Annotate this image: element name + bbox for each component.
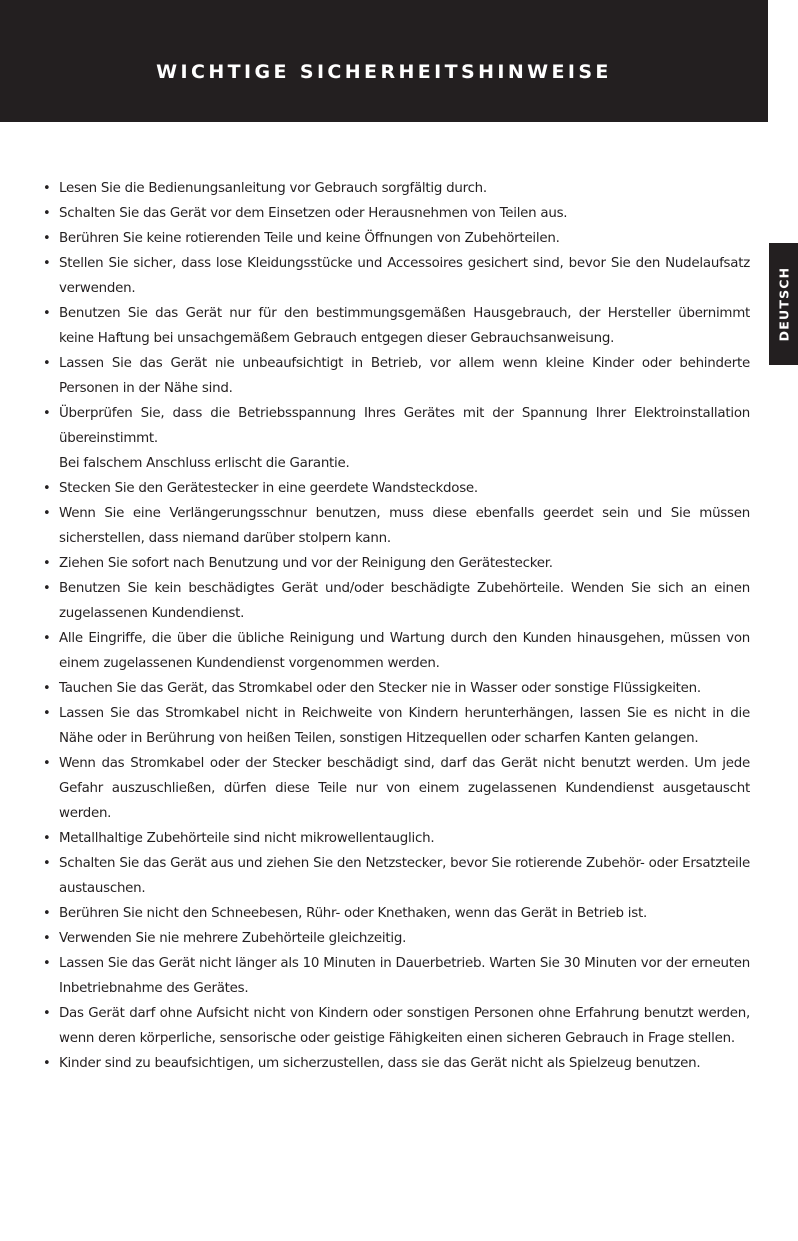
list-item-text: Ziehen Sie sofort nach Benutzung und vor der Reinigung den Gerätestecker. bbox=[59, 556, 553, 571]
list-item-note: Bei falschem Anschluss erlischt die Garantie. bbox=[59, 456, 350, 471]
list-item-text: Schalten Sie das Gerät vor dem Einsetzen oder Herausnehmen von Teilen aus. bbox=[59, 206, 568, 221]
list-item bbox=[41, 926, 750, 951]
list-item bbox=[41, 826, 750, 851]
bullet-icon: • bbox=[43, 631, 51, 646]
list-item-text: Benutzen Sie kein beschädigtes Gerät und/oder beschädigte Zubehörteile. Wenden Sie sich an einen zugelassenen Kundendienst. bbox=[59, 581, 750, 621]
list-item-text: Kinder sind zu beaufsichtigen, um sicherzustellen, dass sie das Gerät nicht als Spielzeug benutzen. bbox=[59, 1056, 701, 1071]
list-item-text: Stellen Sie sicher, dass lose Kleidungsstücke und Accessoires gesichert sind, bevor Sie den Nudelaufsatz verwenden. bbox=[59, 256, 750, 296]
bullet-icon: • bbox=[43, 506, 51, 521]
list-item bbox=[41, 251, 750, 301]
bullet-icon: • bbox=[43, 956, 51, 971]
bullet-icon: • bbox=[43, 1056, 51, 1071]
language-tab bbox=[769, 243, 798, 365]
list-item-text: Metallhaltige Zubehörteile sind nicht mikrowellentauglich. bbox=[59, 831, 435, 846]
list-item bbox=[41, 701, 750, 751]
list-item-text: Schalten Sie das Gerät aus und ziehen Sie den Netzstecker, bevor Sie rotierende Zubehör- oder Ersatzteile austauschen. bbox=[59, 856, 750, 896]
page-title: WICHTIGE SICHERHEITSHINWEISE bbox=[156, 61, 612, 83]
list-item-text: Lassen Sie das Gerät nie unbeaufsichtigt in Betrieb, vor allem wenn kleine Kinder oder behinderte Personen in der Nähe sind. bbox=[59, 356, 750, 396]
bullet-icon: • bbox=[43, 1006, 51, 1021]
list-item-text: Berühren Sie nicht den Schneebesen, Rühr- oder Knethaken, wenn das Gerät in Betrieb ist. bbox=[59, 906, 647, 921]
bullet-icon: • bbox=[43, 231, 51, 246]
list-item bbox=[41, 851, 750, 901]
bullet-icon: • bbox=[43, 181, 51, 196]
list-item-text: Alle Eingriffe, die über die übliche Reinigung und Wartung durch den Kunden hinausgehen, müssen von einem zugelassenen Kundendienst vorgenommen werden. bbox=[59, 631, 750, 671]
list-item-text: Wenn Sie eine Verlängerungsschnur benutzen, muss diese ebenfalls geerdet sein und Sie müssen sicherstellen, dass niemand darüber stolpern kann. bbox=[59, 506, 750, 546]
language-tab-label: DEUTSCH bbox=[776, 266, 791, 342]
list-item-text: Berühren Sie keine rotierenden Teile und keine Öffnungen von Zubehörteilen. bbox=[59, 231, 560, 246]
list-item bbox=[41, 576, 750, 626]
bullet-icon: • bbox=[43, 356, 51, 371]
list-item bbox=[41, 551, 750, 576]
list-item-text: Lesen Sie die Bedienungsanleitung vor Gebrauch sorgfältig durch. bbox=[59, 181, 487, 196]
bullet-icon: • bbox=[43, 256, 51, 271]
list-item bbox=[41, 476, 750, 501]
list-item-text: Überprüfen Sie, dass die Betriebsspannung Ihres Gerätes mit der Spannung Ihrer Elektroinstallation übereinstimmt. bbox=[59, 406, 750, 446]
bullet-list bbox=[41, 176, 750, 1076]
list-item bbox=[41, 901, 750, 926]
list-item-text: Tauchen Sie das Gerät, das Stromkabel oder den Stecker nie in Wasser oder sonstige Flüssigkeiten. bbox=[59, 681, 701, 696]
bullet-icon: • bbox=[43, 306, 51, 321]
list-item bbox=[41, 401, 750, 476]
list-item-text: Lassen Sie das Stromkabel nicht in Reichweite von Kindern herunterhängen, lassen Sie es nicht in die Nähe oder in Berührung von heißen Teilen, sonstigen Hitzequellen oder scharfen Kanten gelangen. bbox=[59, 706, 750, 746]
list-item bbox=[41, 226, 750, 251]
safety-instructions bbox=[41, 176, 750, 1076]
list-item bbox=[41, 301, 750, 351]
list-item bbox=[41, 201, 750, 226]
list-item-text: Das Gerät darf ohne Aufsicht nicht von Kindern oder sonstigen Personen ohne Erfahrung benutzt werden, wenn deren körperliche, sensorische oder geistige Fähigkeiten einen sicheren Gebrauch in Frage stellen. bbox=[59, 1006, 750, 1046]
bullet-icon: • bbox=[43, 481, 51, 496]
bullet-icon: • bbox=[43, 706, 51, 721]
list-item bbox=[41, 351, 750, 401]
list-item bbox=[41, 626, 750, 676]
list-item-text: Wenn das Stromkabel oder der Stecker beschädigt sind, darf das Gerät nicht benutzt werden. Um jede Gefahr auszuschließen, dürfen diese Teile nur von einem zugelassenen Kundendienst ausgetauscht werden. bbox=[59, 756, 750, 821]
bullet-icon: • bbox=[43, 681, 51, 696]
bullet-icon: • bbox=[43, 206, 51, 221]
bullet-icon: • bbox=[43, 931, 51, 946]
list-item-text: Benutzen Sie das Gerät nur für den bestimmungsgemäßen Hausgebrauch, der Hersteller übernimmt keine Haftung bei unsachgemäßem Gebrauch entgegen dieser Gebrauchsanweisung. bbox=[59, 306, 750, 346]
list-item bbox=[41, 501, 750, 551]
list-item-text: Lassen Sie das Gerät nicht länger als 10 Minuten in Dauerbetrieb. Warten Sie 30 Minuten vor der erneuten Inbetriebnahme des Gerätes. bbox=[59, 956, 750, 996]
list-item bbox=[41, 1001, 750, 1051]
bullet-icon: • bbox=[43, 831, 51, 846]
list-item bbox=[41, 951, 750, 1001]
list-item-text: Stecken Sie den Gerätestecker in eine geerdete Wandsteckdose. bbox=[59, 481, 478, 496]
list-item bbox=[41, 176, 750, 201]
bullet-icon: • bbox=[43, 581, 51, 596]
bullet-icon: • bbox=[43, 756, 51, 771]
list-item bbox=[41, 751, 750, 826]
list-item bbox=[41, 676, 750, 701]
bullet-icon: • bbox=[43, 856, 51, 871]
list-item-text: Verwenden Sie nie mehrere Zubehörteile gleichzeitig. bbox=[59, 931, 407, 946]
header-bar bbox=[0, 0, 768, 122]
list-item bbox=[41, 1051, 750, 1076]
bullet-icon: • bbox=[43, 556, 51, 571]
bullet-icon: • bbox=[43, 906, 51, 921]
bullet-icon: • bbox=[43, 406, 51, 421]
